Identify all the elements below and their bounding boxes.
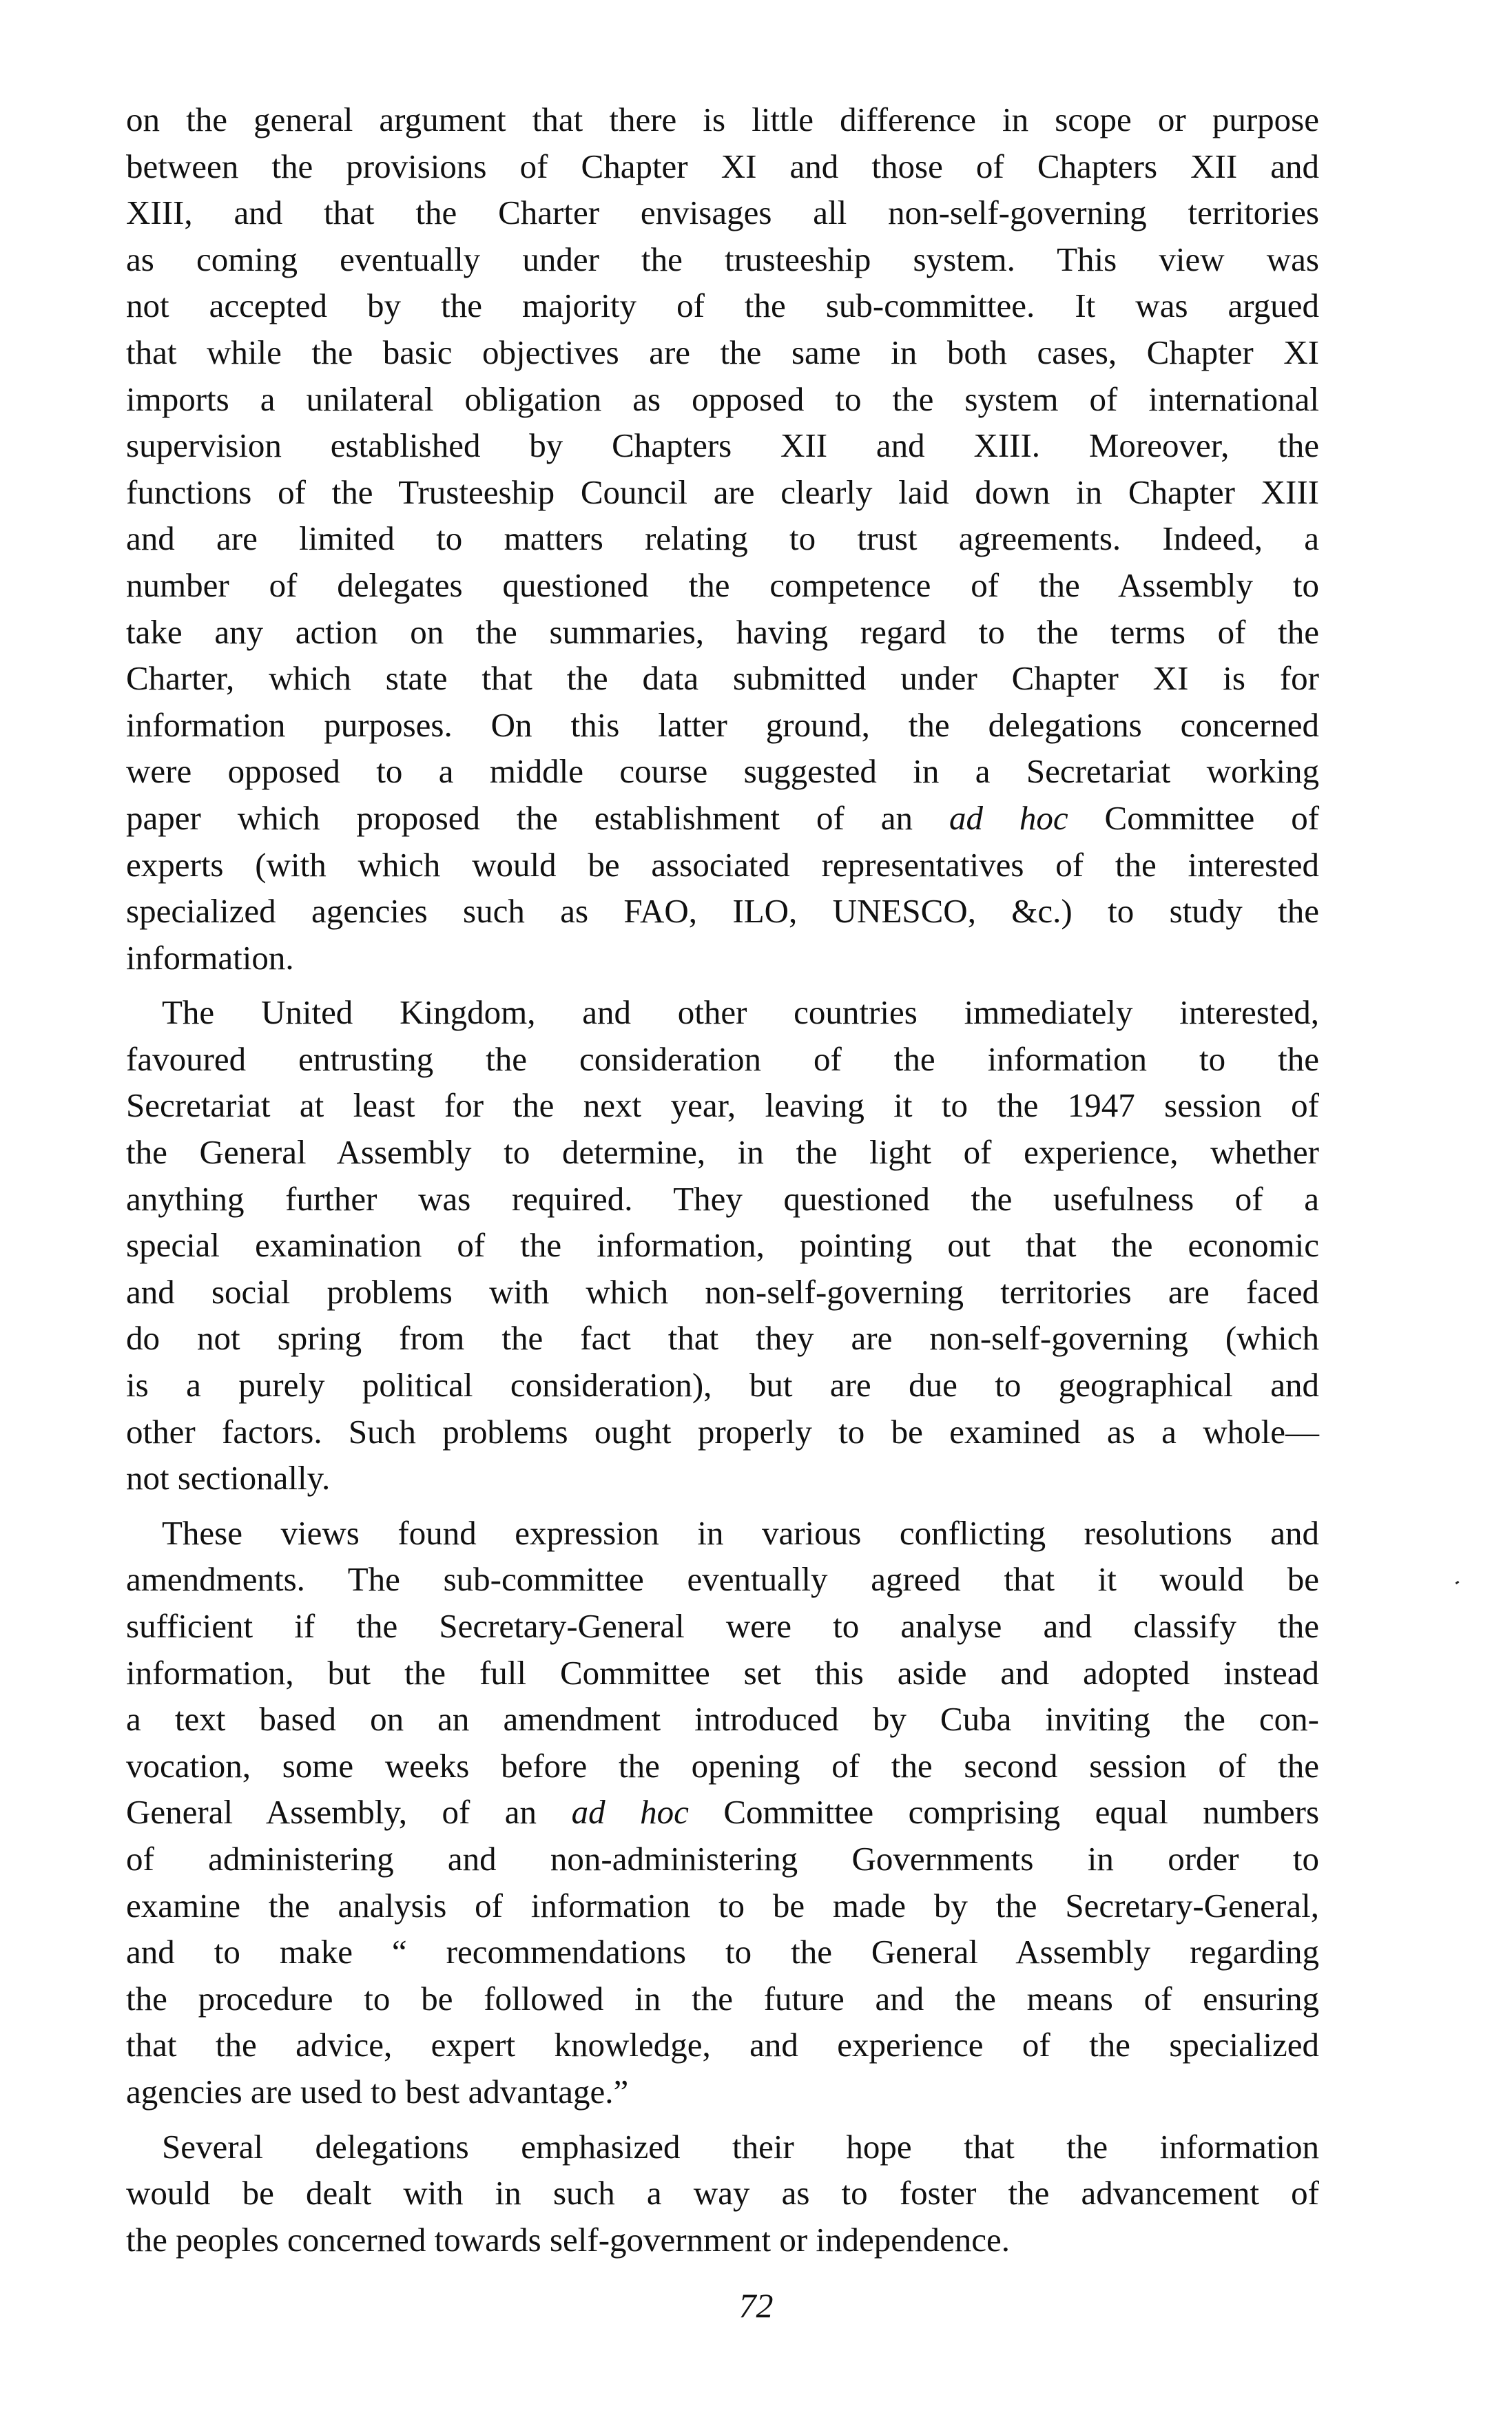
text-line: paper which proposed the establishment of an ad hoc Committee of [126,798,1320,837]
text-line: as coming eventually under the trusteeship system. This view was [126,240,1319,278]
text-line: would be dealt with in such a way as to foster the advancement of [126,2174,1319,2213]
text-line: The United Kingdom, and other countries immediately interested, [162,993,1319,1032]
text-line: vocation, some weeks before the opening of the second session of the [126,1746,1319,1785]
text-line: do not spring from the fact that they are non-self-governing (which [126,1319,1319,1358]
text-line: experts (with which would be associated representatives of the interested [126,845,1319,884]
text-line: not accepted by the majority of the sub-committee. It was argued [126,287,1319,325]
text-line: take any action on the summaries, having regard to the terms of the [126,612,1319,651]
paragraph [126,96,1319,981]
text-line: Several delegations emphasized their hope that the information [162,2127,1319,2166]
scan-speck [1456,1581,1460,1584]
text-line: specialized agencies such as FAO, ILO, UNESCO, &c.) to study the [126,892,1319,931]
text-line: on the general argument that there is little difference in scope or purpose [126,101,1319,138]
text-line: anything further was required. They questioned the usefulness of a [126,1179,1319,1218]
text-line: not sectionally. [126,1459,331,1498]
italic-term: ad hoc [571,1793,689,1832]
text-line: examine the analysis of information to be made by the Secretary-General, [126,1886,1319,1925]
text-line: General Assembly, of an ad hoc Committee comprising equal numbers [126,1793,1320,1832]
text-line: a text based on an amendment introduced by Cuba inviting the con- [126,1700,1319,1739]
text-line: special examination of the information, pointing out that the economic [126,1226,1319,1265]
text-line: the peoples concerned towards self-government or independence. [126,2220,1011,2259]
text-line: These views found expression in various conflicting resolutions and [162,1513,1319,1552]
text-line: were opposed to a middle course suggested in a Secretariat working [126,752,1319,791]
text-line: information purposes. On this latter ground, the delegations concerned [126,705,1319,744]
text-line: favoured entrusting the consideration of the information to the [126,1039,1319,1078]
text-line: number of delegates questioned the competence of the Assembly to [126,566,1319,604]
text-line: the General Assembly to determine, in the light of experience, whether [126,1133,1319,1172]
text-line: amendments. The sub-committee eventually agreed that it would be [126,1560,1319,1599]
text-line: between the provisions of Chapter XI and those of Chapters XII and [126,147,1319,185]
paragraph [126,1510,1319,2115]
text-line: Secretariat at least for the next year, leaving it to the 1947 session of [126,1086,1319,1125]
text-line: that while the basic objectives are the same in both cases, Chapter XI [126,333,1319,371]
text-line: information, but the full Committee set this aside and adopted instead [126,1653,1319,1692]
text-line: the procedure to be followed in the future and the means of ensuring [126,1979,1319,2018]
text-line: XIII, and that the Charter envisages all non-self-governing territories [126,194,1319,232]
text-line: information. [126,938,294,977]
text-line: and to make “ recommendations to the General Assembly regarding [126,1933,1319,1971]
text-line: functions of the Trusteeship Council are clearly laid down in Chapter XIII [126,473,1319,511]
text-line: agencies are used to best advantage.” [126,2072,629,2111]
text-line: sufficient if the Secretary-General were to analyse and classify the [126,1607,1319,1645]
text-line: supervision established by Chapters XII and XIII. Moreover, the [126,426,1319,465]
text-line: is a purely political consideration), but are due to geographical and [126,1366,1319,1405]
paragraph [126,989,1319,1502]
page-number: 72 [738,2286,774,2325]
text-line: imports a unilateral obligation as opposed to the system of international [126,380,1319,418]
italic-term: ad hoc [949,798,1068,837]
text-line: Charter, which state that the data submitted under Chapter XI is for [126,659,1319,698]
text-line: and are limited to matters relating to trust agreements. Indeed, a [126,519,1319,558]
text-line: that the advice, expert knowledge, and experience of the specialized [126,2026,1319,2064]
text-line: other factors. Such problems ought properly to be examined as a whole— [126,1412,1319,1451]
text-line: of administering and non-administering Governments in order to [126,1839,1319,1878]
text-line: and social problems with which non-self-governing territories are faced [126,1272,1319,1311]
paragraph [126,2124,1319,2263]
body-text [126,96,1319,2271]
